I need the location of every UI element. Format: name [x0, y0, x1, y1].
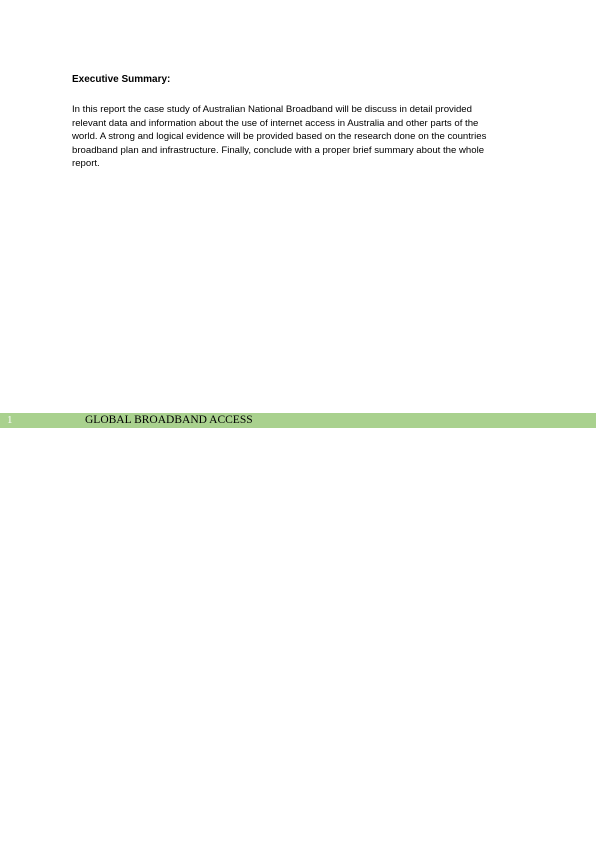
- summary-line: world. A strong and logical evidence will be provided based on the research done on the countries: [72, 131, 487, 143]
- summary-line: broadband plan and infrastructure. Finally, conclude with a proper brief summary about the whole: [72, 144, 485, 156]
- summary-line: In this report the case study of Australian National Broadband will be discuss in detail provided: [72, 104, 472, 115]
- summary-line: relevant data and information about the use of internet access in Australia and other parts of the: [72, 117, 479, 129]
- summary-line: report.: [72, 158, 100, 170]
- executive-summary-heading: Executive Summary:: [72, 74, 171, 85]
- page-number: 1: [7, 414, 13, 426]
- page-footer-band: [0, 413, 596, 428]
- running-title: GLOBAL BROADBAND ACCESS: [85, 414, 253, 426]
- executive-summary-body: [72, 103, 522, 171]
